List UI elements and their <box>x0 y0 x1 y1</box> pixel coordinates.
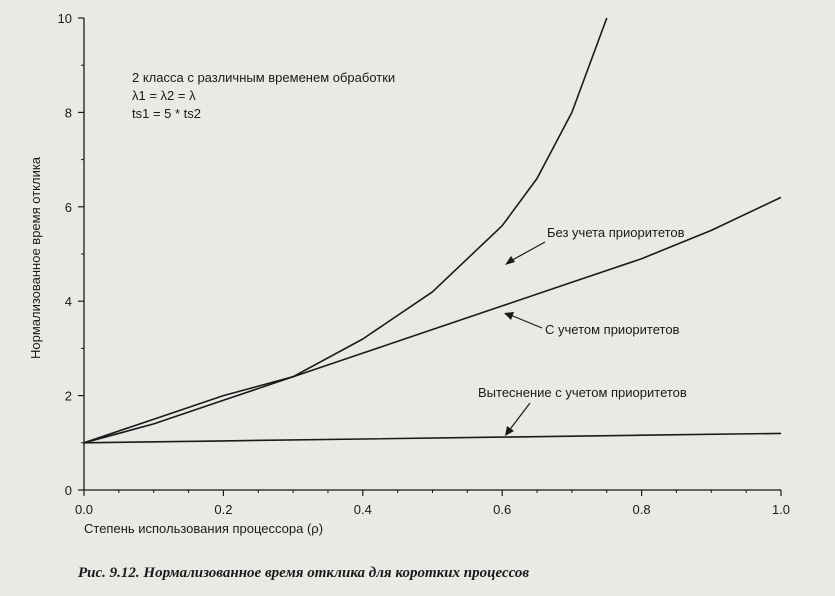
x-tick-label: 0.2 <box>214 502 233 517</box>
annotation-no-priority <box>505 225 685 265</box>
x-tick-label: 1.0 <box>771 502 791 517</box>
figure-caption: Рис. 9.12. Нормализованное время отклика для коротких процессов <box>78 565 530 581</box>
annotation-arrowhead-priority <box>504 312 514 320</box>
info-line-classes: 2 класса с различным временем обработки <box>132 70 396 85</box>
x-tick-label: 0.8 <box>632 502 651 517</box>
x-tick-label: 0.4 <box>353 502 372 517</box>
y-axis-ticks <box>58 11 84 498</box>
info-box <box>132 70 395 121</box>
y-axis-title: Нормализованное время отклика <box>28 156 43 360</box>
x-tick-label: 0.0 <box>74 502 94 517</box>
y-tick-label: 2 <box>64 388 72 404</box>
y-tick-label: 6 <box>64 199 72 215</box>
x-tick-label: 0.6 <box>493 502 512 517</box>
y-tick-label: 10 <box>57 11 72 26</box>
x-axis-ticks <box>75 490 790 517</box>
annotation-priority <box>504 312 680 337</box>
series-line-preemption <box>84 433 781 442</box>
annotation-arrow-preemption <box>508 403 530 432</box>
y-tick-label: 4 <box>64 294 72 310</box>
series-label-priority: С учетом приоритетов <box>545 322 680 337</box>
annotation-preemption <box>478 385 687 436</box>
y-tick-label: 0 <box>64 483 72 498</box>
y-tick-label: 8 <box>64 105 72 121</box>
info-line-lambda: λ1 = λ2 = λ <box>132 88 196 103</box>
annotation-arrowhead-no-priority <box>505 256 515 265</box>
annotation-arrow-priority <box>508 314 542 328</box>
series-label-no-priority: Без учета приоритетов <box>547 225 685 240</box>
x-axis-title: Степень использования процессора (ρ) <box>84 521 324 536</box>
annotation-arrowhead-preemption <box>505 426 514 436</box>
series-label-preemption: Вытеснение с учетом приоритетов <box>478 385 687 400</box>
info-line-ts: ts1 = 5 * ts2 <box>132 106 202 121</box>
